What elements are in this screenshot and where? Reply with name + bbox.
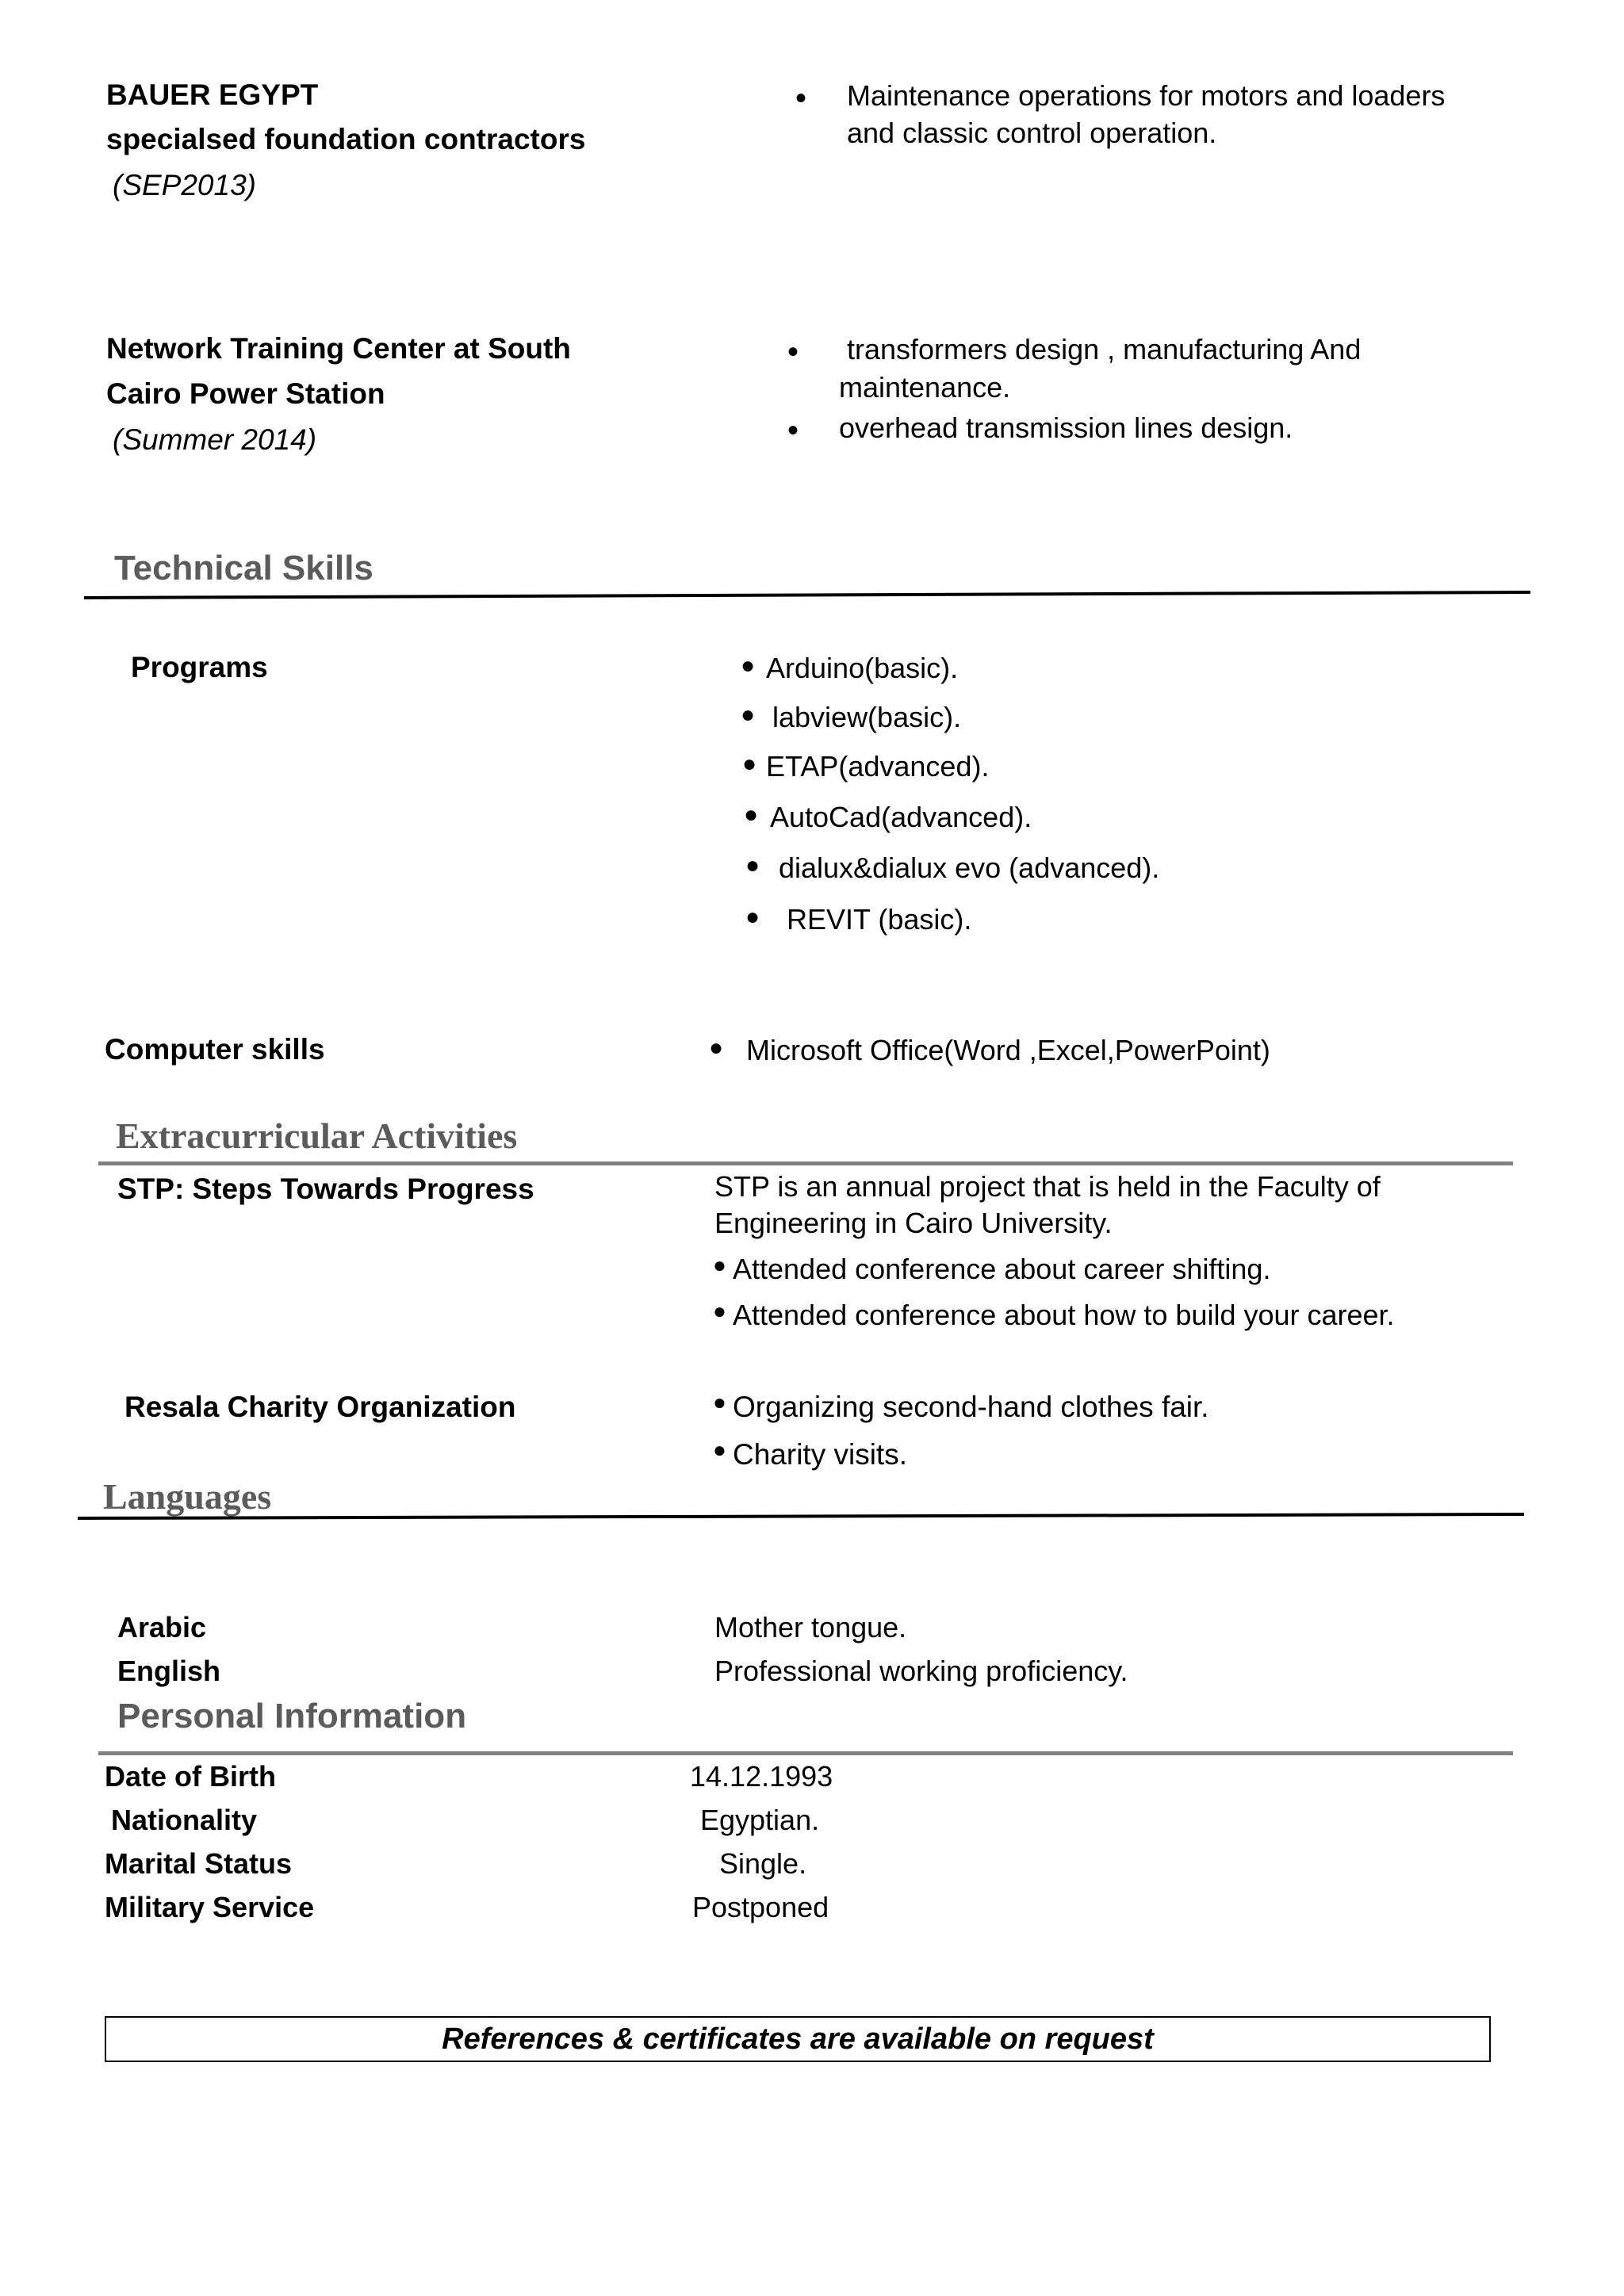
references-note: References & certificates are available on request — [442, 2022, 1154, 2056]
bullet-icon: ● — [713, 1437, 726, 1462]
personal-label: Military Service — [105, 1891, 315, 1923]
personal-value: 14.12.1993 — [690, 1760, 833, 1793]
program-item: REVIT (basic). — [779, 903, 972, 936]
bullet-icon: ● — [744, 802, 759, 828]
bullet-icon: ● — [741, 702, 756, 728]
activity-description: STP is an annual project that is held in the Faculty of — [714, 1170, 1381, 1203]
personal-label: Date of Birth — [105, 1760, 276, 1793]
activity-item: Attended conference about career shifting. — [733, 1253, 1271, 1285]
computer-skills-value: Microsoft Office(Word ,Excel,PowerPoint) — [746, 1034, 1270, 1066]
section-heading-languages: Languages — [103, 1476, 272, 1517]
section-heading-technical-skills: Technical Skills — [114, 549, 373, 587]
employer-name: BAUER EGYPT — [106, 78, 319, 111]
employer-name: Network Training Center at South — [106, 332, 571, 365]
experience-bullet: Maintenance operations for motors and loaders — [847, 79, 1446, 112]
section-rule — [98, 1161, 1513, 1165]
personal-label: Nationality — [111, 1804, 258, 1836]
experience-bullet-cont: maintenance. — [839, 371, 1011, 404]
program-item: dialux&dialux evo (advanced). — [779, 851, 1160, 884]
personal-value: Postponed — [692, 1891, 829, 1923]
employment-date: (Summer 2014) — [113, 423, 317, 456]
bullet-icon: • — [787, 335, 799, 369]
bullet-icon: ● — [745, 852, 760, 878]
activity-item: Organizing second-hand clothes fair. — [733, 1391, 1209, 1423]
personal-label: Marital Status — [105, 1847, 293, 1880]
section-rule — [76, 1508, 1527, 1524]
activity-name: STP: Steps Towards Progress — [117, 1173, 534, 1205]
bullet-icon: ● — [713, 1390, 726, 1414]
language-level: Professional working proficiency. — [714, 1655, 1128, 1687]
bullet-icon: ● — [741, 652, 756, 679]
references-note-box — [105, 2016, 1491, 2062]
bullet-icon: • — [795, 81, 807, 116]
program-item: Arduino(basic). — [766, 652, 959, 684]
employer-name-cont: Cairo Power Station — [106, 377, 385, 410]
personal-value: Single. — [719, 1847, 807, 1880]
language-name: Arabic — [117, 1611, 207, 1644]
personal-value: Egyptian. — [700, 1804, 820, 1836]
activity-item: Attended conference about how to build your career. — [733, 1299, 1395, 1331]
experience-bullet: transformers design , manufacturing And — [839, 333, 1362, 365]
employer-description: specialsed foundation contractors — [106, 123, 586, 155]
bullet-icon: ● — [713, 1299, 726, 1323]
activity-description-cont: Engineering in Cairo University. — [714, 1207, 1113, 1239]
experience-bullet-cont: and classic control operation. — [847, 117, 1217, 149]
bullet-icon: ● — [745, 904, 760, 930]
programs-label: Programs — [131, 651, 268, 683]
bullet-icon: ● — [713, 1253, 726, 1277]
language-level: Mother tongue. — [714, 1611, 907, 1644]
activity-name: Resala Charity Organization — [124, 1391, 516, 1423]
bullet-icon: ● — [709, 1035, 724, 1061]
activity-item: Charity visits. — [733, 1438, 907, 1471]
program-item: labview(basic). — [764, 701, 962, 733]
section-heading-personal-information: Personal Information — [117, 1697, 467, 1735]
computer-skills-label: Computer skills — [105, 1033, 325, 1066]
experience-bullet: overhead transmission lines design. — [839, 411, 1293, 444]
section-rule — [98, 1751, 1513, 1755]
section-heading-extracurricular: Extracurricular Activities — [116, 1115, 518, 1156]
employment-date: (SEP2013) — [113, 169, 256, 201]
program-item: AutoCad(advanced). — [770, 801, 1032, 833]
program-item: ETAP(advanced). — [766, 750, 990, 783]
bullet-icon: • — [787, 413, 799, 448]
section-rule — [82, 587, 1534, 603]
bullet-icon: ● — [742, 751, 757, 777]
language-name: English — [117, 1655, 221, 1687]
